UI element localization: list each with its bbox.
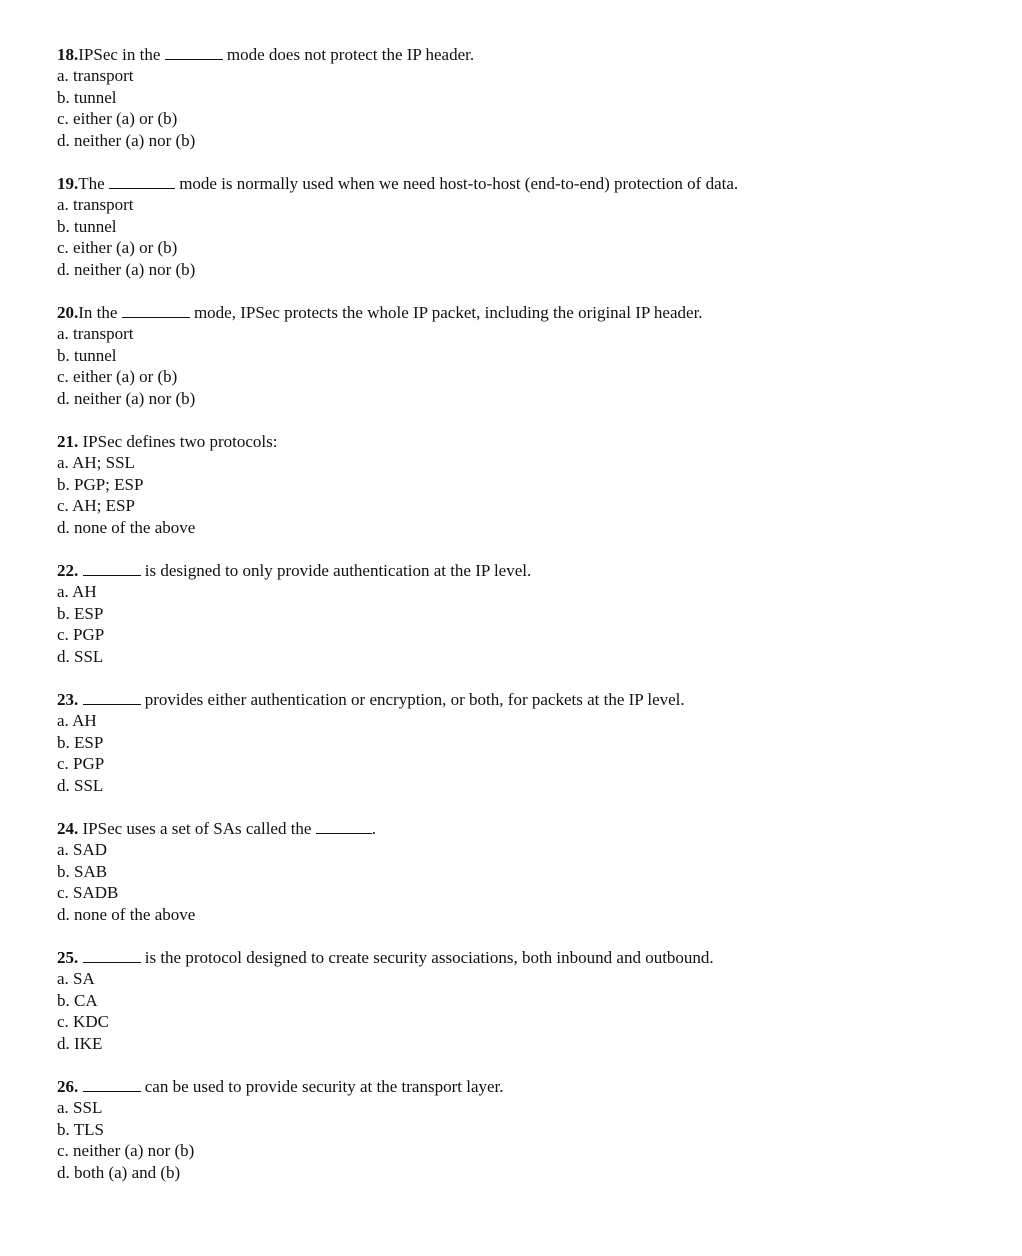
stem-text-after: is designed to only provide authentication at the IP level.	[144, 561, 532, 580]
question-stem	[57, 431, 997, 452]
question-24	[57, 818, 997, 925]
option-a: a. SSL	[57, 1098, 103, 1117]
question-number: 26.	[57, 1077, 79, 1096]
stem-text-before: In the	[78, 303, 118, 322]
question-20	[57, 302, 997, 409]
question-stem	[57, 1076, 997, 1097]
option-b: b. tunnel	[57, 345, 117, 365]
question-26	[57, 1076, 997, 1183]
option-d: d. IKE	[57, 1033, 103, 1053]
option-a: a. transport	[57, 324, 134, 343]
option-a: a. AH	[57, 711, 97, 730]
option-d: d. SSL	[57, 775, 104, 795]
option-c: c. AH; ESP	[57, 496, 135, 515]
question-stem	[57, 560, 997, 581]
option-c: c. PGP	[57, 625, 105, 644]
stem-text-after: mode, IPSec protects the whole IP packet, including the original IP header.	[193, 303, 703, 322]
stem-text-before: IPSec uses a set of SAs called the	[82, 819, 312, 838]
answer-blank	[109, 174, 175, 189]
question-number: 24.	[57, 819, 79, 838]
question-number: 21.	[57, 432, 79, 451]
option-b: b. PGP; ESP	[57, 474, 144, 494]
answer-blank	[83, 948, 141, 963]
question-stem	[57, 689, 997, 710]
answer-blank	[316, 819, 372, 834]
option-c: c. either (a) or (b)	[57, 109, 178, 128]
stem-text-after: mode is normally used when we need host-to-host (end-to-end) protection of data.	[179, 174, 739, 193]
question-22	[57, 560, 997, 667]
stem-text-after: provides either authentication or encryption, or both, for packets at the IP level.	[144, 690, 685, 709]
question-19	[57, 173, 997, 280]
option-b: b. ESP	[57, 603, 104, 623]
stem-text-after: is the protocol designed to create security associations, both inbound and outbound.	[144, 948, 714, 967]
answer-blank	[83, 1077, 141, 1092]
question-number: 19.	[57, 174, 79, 193]
option-c: c. SADB	[57, 883, 119, 902]
question-number: 25.	[57, 948, 79, 967]
question-stem	[57, 818, 997, 839]
option-a: a. transport	[57, 66, 134, 85]
answer-blank	[122, 303, 190, 318]
option-b: b. CA	[57, 990, 98, 1010]
answer-blank	[83, 561, 141, 576]
option-c: c. KDC	[57, 1012, 109, 1031]
option-b: b. tunnel	[57, 87, 117, 107]
stem-text-after: mode does not protect the IP header.	[226, 45, 475, 64]
option-b: b. tunnel	[57, 216, 117, 236]
question-list	[57, 44, 997, 1205]
stem-text-after: can be used to provide security at the transport layer.	[144, 1077, 504, 1096]
question-stem	[57, 302, 997, 323]
option-b: b. SAB	[57, 861, 108, 881]
question-number: 23.	[57, 690, 79, 709]
option-d: d. SSL	[57, 646, 104, 666]
stem-text-after: .	[371, 819, 376, 838]
answer-blank	[165, 45, 223, 60]
question-stem	[57, 947, 997, 968]
question-23	[57, 689, 997, 796]
option-a: a. transport	[57, 195, 134, 214]
option-d: d. none of the above	[57, 904, 196, 924]
stem-text-before: IPSec in the	[78, 45, 161, 64]
question-21	[57, 431, 997, 538]
question-number: 22.	[57, 561, 79, 580]
answer-blank	[83, 690, 141, 705]
option-a: a. AH; SSL	[57, 453, 135, 472]
option-d: d. neither (a) nor (b)	[57, 130, 196, 150]
option-a: a. SA	[57, 969, 95, 988]
option-b: b. ESP	[57, 732, 104, 752]
option-c: c. neither (a) nor (b)	[57, 1141, 195, 1160]
option-c: c. either (a) or (b)	[57, 367, 178, 386]
option-d: d. both (a) and (b)	[57, 1162, 181, 1182]
stem-text-before: IPSec defines two protocols:	[82, 432, 278, 451]
option-c: c. either (a) or (b)	[57, 238, 178, 257]
question-25	[57, 947, 997, 1054]
option-d: d. none of the above	[57, 517, 196, 537]
question-stem	[57, 173, 997, 194]
stem-text-before: The	[78, 174, 105, 193]
option-d: d. neither (a) nor (b)	[57, 388, 196, 408]
option-c: c. PGP	[57, 754, 105, 773]
question-18	[57, 44, 997, 151]
question-stem	[57, 44, 997, 65]
option-b: b. TLS	[57, 1119, 104, 1139]
question-number: 20.	[57, 303, 79, 322]
option-a: a. SAD	[57, 840, 108, 859]
option-a: a. AH	[57, 582, 97, 601]
option-d: d. neither (a) nor (b)	[57, 259, 196, 279]
question-number: 18.	[57, 45, 79, 64]
